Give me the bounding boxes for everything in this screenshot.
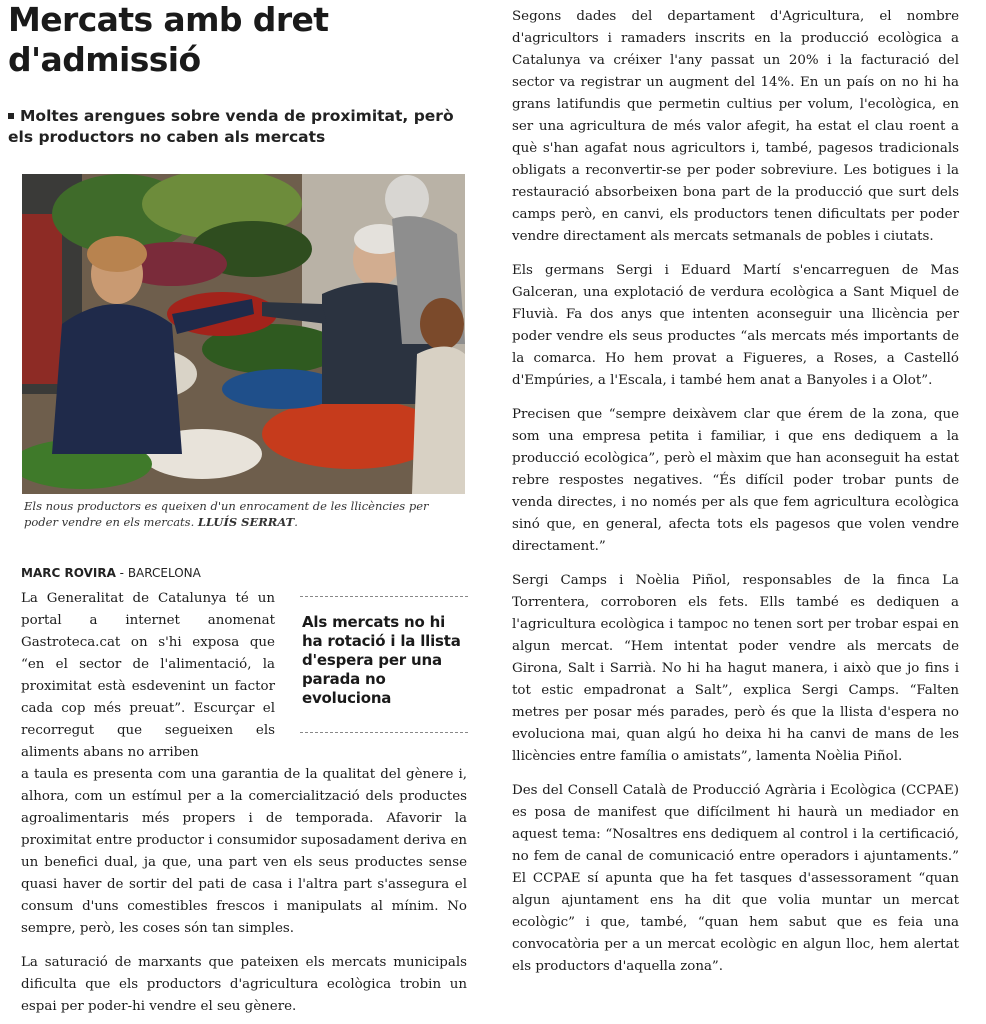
body-paragraph: La saturació de marxants que pateixen els mercats municipals dificulta que els productors d'agricultura ecològica trobin un espai per poder-hi vendre el seu gènere.	[21, 955, 467, 1014]
market-photo-illustration	[22, 174, 465, 494]
body-paragraph: Des del Consell Català de Producció Agrària i Ecològica (CCPAE) es posa de manifest que difícilment hi haurà un mediador en aquest tema: “Nosaltres ens dediquem al control i la certificació, no fem de canal de comunicació entre operadors i ajuntaments.” El CCPAE sí apunta que ha fet tasques d'assessorament “quan algun ajuntament ens ha dit que volia muntar un mercat ecològic” i que, també, “quan hem sabut que es feia una convocatòria per a un mercat ecològic en algun lloc, hem alertat els productors d'aquella zona”.	[512, 783, 959, 974]
lead-paragraph-continued: a taula es presenta com una garantia de la qualitat del gènere i, alhora, com un estímul per a la comercialització dels productes agroalimentaris més propers i de temporada. Afavorir la proximitat entre productor i consumidor suposadament deriva en un benefici dual, ja que, una part ven els seus productes sense quasi haver de sortir del pati de casa i l'altra part s'assegura el consum d'uns comestibles frescos i manipulats al mínim. No sempre, però, les coses són tan simples.	[21, 767, 467, 936]
headline: Mercats amb dret d'admissió	[8, 0, 329, 79]
byline: MARC ROVIRA - BARCELONA	[21, 566, 201, 580]
market-photo	[22, 174, 465, 494]
pull-quote-text: Als mercats no hi ha rotació i la llista d'espera per una parada no evoluciona	[302, 613, 461, 707]
byline-location: BARCELONA	[127, 566, 201, 580]
author-name: MARC ROVIRA	[21, 566, 116, 580]
bullet-icon	[8, 113, 14, 119]
subheadline-text: Moltes arengues sobre venda de proximitat, però els productors no caben als mercats	[8, 107, 454, 146]
body-paragraph: Els germans Sergi i Eduard Martí s'encarreguen de Mas Galceran, una explotació de verdura ecològica a Sant Miquel de Fluvià. Fa dos anys que intenten aconseguir una llicència per poder vendre els seus productes “als mercats més importants de la comarca. Ho hem provat a Figueres, a Roses, a Castelló d'Empúries, a l'Escala, i també hem anat a Banyoles i a Olot”.	[512, 263, 959, 388]
pull-quote	[300, 596, 468, 733]
lead-paragraph: La Generalitat de Catalunya té un portal a internet anomenat Gastroteca.cat on s'hi exposa que “en el sector de l'alimentació, la proximitat està esdevenint un factor cada cop més preuat”. Escurçar el recorregut que segueixen els aliments abans no arriben	[21, 591, 275, 760]
right-column	[512, 6, 959, 990]
photo-credit: LLUÍS SERRAT	[197, 515, 295, 529]
subheadline	[8, 106, 463, 148]
body-paragraph: Precisen que “sempre deixàvem clar que érem de la zona, que som una empresa petita i familiar, i que ens dediquem a la producció ecològica”, però el màxim que han aconseguit ha estat rebre respostes negatives. “És difícil poder trobar punts de venda directes, i no només per als que fem agricultura ecològica sinó que, en general, afecta tots els pagesos que volen vendre directament.”	[512, 407, 959, 554]
body-paragraph: Segons dades del departament d'Agricultura, el nombre d'agricultors i ramaders inscrits en la producció ecològica a Catalunya va créixer l'any passat un 20% i la facturació del sector va registrar un augment del 14%. En un país on no hi ha grans latifundis que permetin cultius per volum, l'ecològica, en ser una agricultura de més valor afegit, ha estat el clau roent a què s'han agafat nous agricultors i, també, pagesos tradicionals obligats a reconvertir-se per poder sobreviure. Les botigues i la restauració absorbeixen bona part de la producció que surt dels camps però, en canvi, els productors tenen dificultats per poder vendre directament als mercats setmanals de pobles i ciutats.	[512, 9, 959, 244]
photo-caption: Els nous productors es queixen d'un enrocament de les llicències per poder vendre en els mercats. LLUÍS SERRAT.	[24, 499, 429, 529]
caption-text: Els nous productors es queixen d'un enrocament de les llicències per poder vendre en els mercats.	[24, 499, 429, 529]
body-paragraph: Sergi Camps i Noèlia Piñol, responsables de la finca La Torrentera, corroboren els fets. Ells també es dediquen a l'agricultura ecològica i tampoc no tenen sort per trobar espai en algun mercat. “Hem intentat poder vendre als mercats de Girona, Salt i Sarrià. No hi ha hagut manera, i això que jo fins i tot estic empadronat a Salt”, explica Sergi Camps. “Falten metres per posar més parades, però és que la llista d'espera no evoluciona mai, quan algú ho deixa hi ha canvi de mans de les llicències entre família o amistats”, lamenta Noèlia Piñol.	[512, 573, 959, 764]
